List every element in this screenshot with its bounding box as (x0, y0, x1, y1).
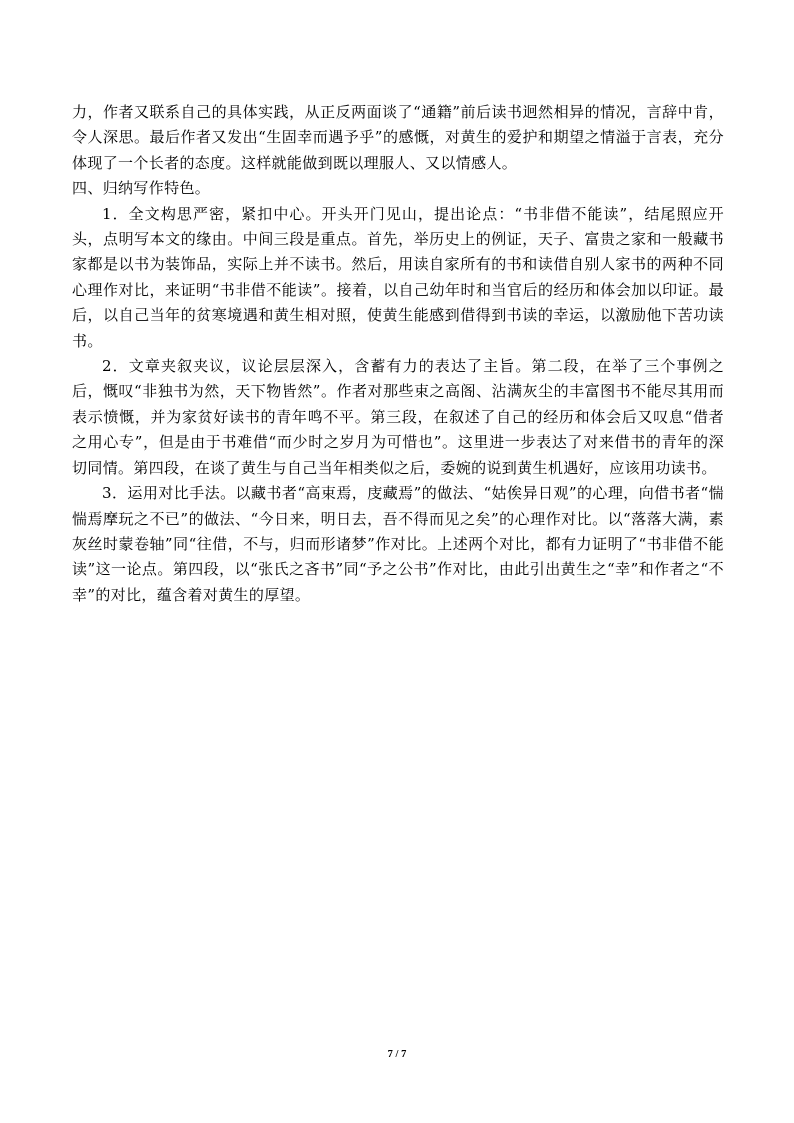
section-heading: 四、归纳写作特色。 (72, 179, 211, 198)
paragraph-point-2: 2．文章夹叙夹议，议论层层深入，含蓄有力的表达了主旨。第二段，在举了三个事例之后，慨叹“非独书为然，天下物皆然”。作者对那些束之高阁、沾满灰尘的丰富图书不能尽其用而表示愤慨，并为家贫好读书的青年鸣不平。第三段，在叙述了自己的经历和体会后又叹息“借者之用心专”，但是由于书难借“而少时之岁月为可惜也”。这里进一步表达了对来借书的青年的深切同情。第四段，在谈了黄生与自己当年相类似之后，委婉的说到黄生机遇好，应该用功读书。 (72, 357, 724, 477)
paragraph-point-3: 3．运用对比手法。以藏书者“高束焉，庋藏焉”的做法、“姑俟异日观”的心理，向借书者“惴惴焉摩玩之不已”的做法、“今日来，明日去，吾不得而见之矣”的心理作对比。以“落落大满，素灰丝时蒙卷轴”同“往借，不与，归而形诸梦”作对比。上述两个对比，都有力证明了“书非借不能读”这一论点。第四段，以“张氏之吝书”同“予之公书”作对比，由此引出黄生之“幸”和作者之“不幸”的对比，蕴含着对黄生的厚望。 (72, 484, 724, 604)
page-number: 7 / 7 (387, 1049, 407, 1060)
paragraph-continuation: 力，作者又联系自己的具体实践，从正反两面谈了“通籍”前后读书迥然相异的情况，言辞中肯，令人深思。最后作者又发出“生固幸而遇予乎”的感慨，对黄生的爱护和期望之情溢于言表，充分体现了一个长者的态度。这样就能做到既以理服人、又以情感人。 (72, 103, 724, 172)
paragraph-point-1: 1．全文构思严密，紧扣中心。开头开门见山，提出论点：“书非借不能读”，结尾照应开头，点明写本文的缘由。中间三段是重点。首先，举历史上的例证，天子、富贵之家和一般藏书家都是以书为装饰品，实际上并不读书。然后，用读自家所有的书和读借自别人家书的两种不同心理作对比，来证明“书非借不能读”。接着，以自己幼年时和当官后的经历和体会加以印证。最后，以自己当年的贫寒境遇和黄生相对照，使黄生能感到借得到书读的幸运，以激励他下苦功读书。 (72, 204, 724, 350)
document-body (72, 100, 724, 608)
